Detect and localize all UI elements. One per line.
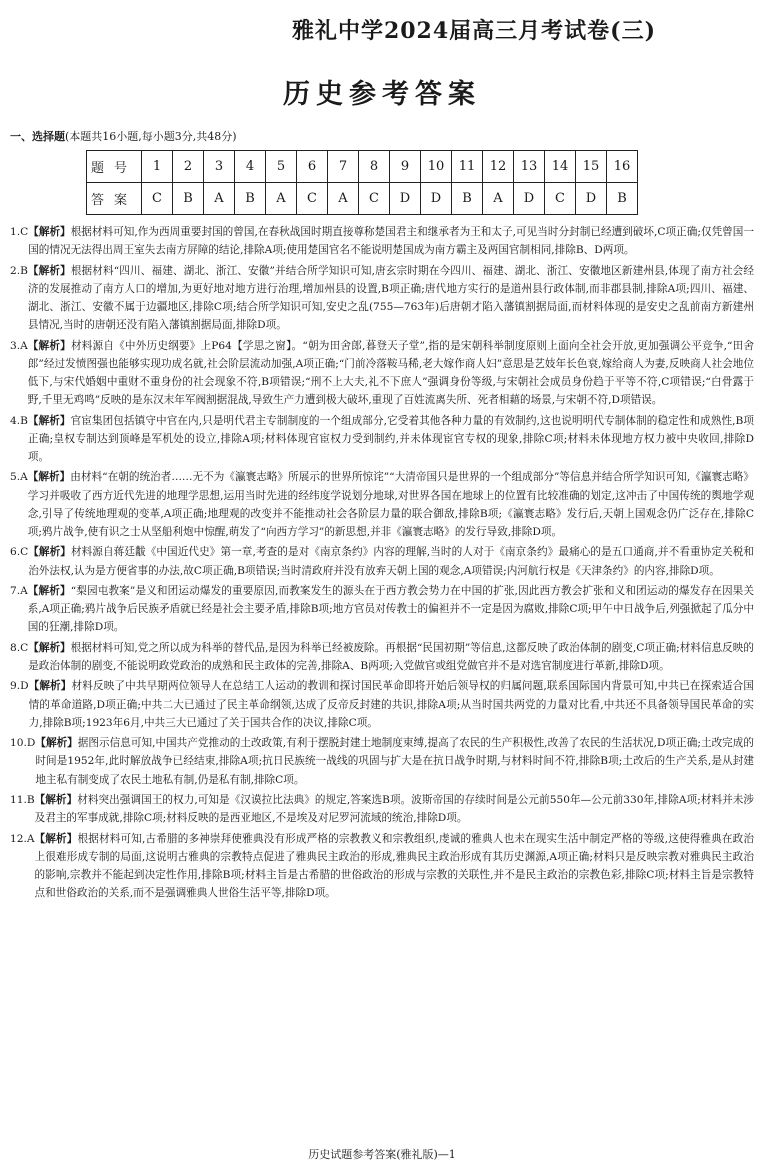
- analysis-tag: 【解析】: [34, 832, 78, 845]
- answer-item-body: [28, 639, 754, 675]
- answer-item-body: [35, 791, 754, 827]
- question-number-cell: 6: [297, 151, 328, 183]
- answer-item-number: 6.C: [10, 546, 29, 559]
- answer-cell: B: [452, 183, 483, 215]
- question-number-cell: 16: [607, 151, 638, 183]
- answer-item: [10, 468, 754, 541]
- answer-cell: B: [235, 183, 266, 215]
- answer-item-number: 12.A: [10, 832, 35, 845]
- answer-cell: A: [266, 183, 297, 215]
- question-number-cell: 2: [173, 151, 204, 183]
- answer-item-text: 根据材料可知,古希腊的多神崇拜使雅典没有形成严格的宗教教义和宗教组织,虔诚的雅典人也未在现实生活中制定严格的等级,这使得雅典在政治上很难形成专制的局面,这说明古雅典的宗教特点促进了雅典民主政治的形成,雅典民主政治形成有其历史渊源,A项正确;材料只是反映宗教对雅典民主政治的影响,宗教并不能起到决定性作用,排除B项;材料主旨是古希腊的世俗政治的形成与宗教的关联性,并不是民主政治的宗教色彩,排除C项;材料主旨是宗教特点和世俗政治的关系,而不是强调雅典人世俗生活平等,排除D项。: [34, 832, 754, 900]
- answer-item: [10, 677, 754, 732]
- answer-item-text: 材料源自蒋廷黻《中国近代史》第一章,考查的是对《南京条约》内容的理解,当时的人对于《南京条约》最痛心的是五口通商,并不看重协定关税和治外法权,认为是方便省事的办法,故C项正确,B项错误;当时清政府并没有放弃天朝上国的观念,A项错误;内河航行权是《天津条约》的内容,排除D项。: [28, 546, 754, 577]
- answer-table: [86, 150, 638, 215]
- answer-item-text: 由材料“在朝的统治者……无不为《瀛寰志略》所展示的世界所惊诧”“大清帝国只是世界的一个组成部分”等信息并结合所学知识可知,《瀛寰志略》学习并吸收了西方近代先进的地理学思想,运用当时先进的经纬度学说划分地球,对世界各国在地球上的位置有比较准确的划定,这冲击了中国传统的舆地学观念,引导了传统地理观的变革,A项正确;地理观的改变并不能推动社会各阶层力量的联合御敌,排除B项;《瀛寰志略》发行后,天朝上国观念仍广泛存在,排除C项;鸦片战争,使有识之士从坚船利炮中惊醒,萌发了“向西方学习”的新思想,并非《瀛寰志略》的发行导致,排除D项。: [27, 471, 755, 538]
- answer-cell: B: [173, 183, 204, 215]
- answer-item-number: 2.B: [10, 264, 28, 277]
- analysis-tag: 【解析】: [27, 264, 71, 277]
- question-number-cell: 7: [328, 151, 359, 183]
- answer-item-body: [35, 734, 754, 789]
- page-footer: 历史试题参考答案(雅礼版)—1: [308, 1148, 456, 1161]
- answer-item-number: 3.A: [10, 339, 28, 352]
- answer-item-number: 9.D: [10, 680, 29, 693]
- question-number-cell: 13: [514, 151, 545, 183]
- answer-item-text: 根据材料可知,党之所以成为科举的替代品,是因为科举已经被废除。再根据“民国初期”等信息,这都反映了政治体制的剧变,C项正确;材料信息反映的是政治体制的剧变,不能说明政党政治的成熟和民主政体的完善,排除A、B两项;入党做官或组党做官并不是对选官制度进行革新,排除D项。: [28, 641, 754, 672]
- answer-item-text: 根据材料可知,作为西周重要封国的曾国,在春秋战国时期直接尊称楚国君主和继承者为王和太子,可见当时分封制已经遭到破坏,C项正确;仅凭曾国一国的情况无法得出周王室失去南方屏障的结论,排除A项;使用楚国官名不能说明楚国成为南方霸主及两国官制相同,排除B、D两项。: [28, 226, 755, 257]
- answer-item: [10, 830, 754, 903]
- answer-item-number: 8.C: [10, 641, 29, 654]
- answer-item-number: 10.D: [10, 737, 36, 750]
- question-number-cell: 11: [452, 151, 483, 183]
- analysis-tag: 【解析】: [27, 414, 71, 427]
- answer-cell: C: [545, 183, 576, 215]
- answer-explanations: [10, 223, 754, 905]
- question-number-cell: 14: [545, 151, 576, 183]
- answer-cell: B: [607, 183, 638, 215]
- answer-cell: D: [390, 183, 421, 215]
- answer-cell: A: [328, 183, 359, 215]
- analysis-tag: 【解析】: [28, 641, 71, 654]
- answer-cell: A: [204, 183, 235, 215]
- question-number-cell: 10: [421, 151, 452, 183]
- analysis-tag: 【解析】: [27, 584, 71, 597]
- answer-cell: C: [142, 183, 173, 215]
- answer-item-text: 根据材料“四川、福建、湖北、浙江、安徽”并结合所学知识可知,唐玄宗时期在今四川、福建、湖北、浙江、安徽地区新建州县,体现了南方社会经济的发展推动了南方人口的增加,为更好地对地方进行治理,增加州县的设置,B项正确;唐代地方实行的是道州县行政体制,而非郡县制,排除A项;四川、福建、湖北、浙江、安徽不属于边疆地区,排除C项;结合所学知识可知,安史之乱(755—763年)后唐朝才陷入藩镇割据局面,而材料体现的是安史之乱前南方新建州县情况,当时的唐朝还没有陷入藩镇割据局面,排除D项。: [27, 264, 755, 332]
- analysis-tag: 【解析】: [35, 737, 78, 750]
- answer-item: [10, 337, 754, 410]
- analysis-tag: 【解析】: [28, 680, 72, 693]
- answer-cell: D: [576, 183, 607, 215]
- answer-cell: D: [421, 183, 452, 215]
- section-heading: [10, 128, 237, 144]
- question-number-cell: 3: [204, 151, 235, 183]
- analysis-tag: 【解析】: [28, 546, 71, 559]
- answer-item-text: 材料突出强调国王的权力,可知是《汉谟拉比法典》的规定,答案选B项。波斯帝国的存续时间是公元前550年—公元前330年,排除A项;材料并未涉及君主的军事成就,排除C项;材料反映的是西亚地区,不是埃及对尼罗河流域的统治,排除D项。: [34, 793, 755, 825]
- answer-cell: D: [514, 183, 545, 215]
- answer-item-text: 材料源自《中外历史纲要》上P64【学思之窗】。“朝为田舍郎,暮登天子堂”,指的是宋朝科举制度原则上面向全社会开放,更加强调公平竞争,“田舍郎”经过发愤图强也能够实现功成名就,社会阶层流动加强,A项正确;“门前冷落鞍马稀,老大嫁作商人妇”意思是艺妓年长色衰,嫁给商人为妻,反映商人社会地位低下,与宋代婚姻中重财不重身份的社会现象不符,B项错误;“刑不上大夫,礼不下庶人”强调身份等级,与宋朝社会成员身份趋于平等不符,C项错误;“白骨露于野,千里无鸡鸣”反映的是东汉末年军阀割据混战,导致生产力遭到极大破坏,重现了百姓流离失所、死者相藉的场景,与宋朝不符,D项错误。: [27, 339, 754, 407]
- answer-item-number: 7.A: [10, 584, 28, 597]
- answer-item-number: 11.B: [10, 793, 35, 806]
- answer-item: [10, 639, 754, 675]
- answer-item-body: [28, 262, 754, 335]
- analysis-tag: 【解析】: [27, 339, 71, 352]
- answer-item-number: 1.C: [10, 226, 29, 238]
- answer-item-body: [35, 830, 755, 903]
- answer-item-body: [28, 223, 754, 259]
- answer-cell: A: [483, 183, 514, 215]
- answer-item-body: [28, 582, 754, 637]
- answer-item-text: 官宦集团包括镇守中官在内,只是明代君主专制制度的一个组成部分,它受着其他各种力量的有效制约,这也说明明代专制体制的稳定性和成熟性,B项正确;皇权专制达到顶峰是军机处的设立,排除A项;材料体现官宦权力受到制约,并未体现宦官专权的现象,排除C项;材料未体现地方权力被中央收回,排除D项。: [27, 414, 754, 463]
- question-number-row: [87, 151, 638, 183]
- question-number-cell: 5: [266, 151, 297, 183]
- answer-item: [10, 791, 754, 827]
- row-label-answer: 答案: [87, 183, 142, 215]
- answer-item-body: [28, 337, 754, 410]
- answer-item-text: 据图示信息可知,中国共产党推动的土改政策,有利于摆脱封建土地制度束缚,提高了农民的生产积极性,改善了农民的生活状况,D项正确;土改完成的时间是1952年,此时解放战争已经结束,排除A项;抗日民族统一战线的巩固与扩大是在抗日战争时期,与材料时间不符,排除B项;土改后的生产关系,是从封建地主私有制变成了农民土地私有制,仍是私有制,排除C项。: [35, 737, 755, 786]
- answer-item: [10, 223, 754, 259]
- answer-item-number: 4.B: [10, 414, 28, 427]
- answer-item-text: “梨园屯教案”是义和团运动爆发的重要原因,而教案发生的源头在于西方教会势力在中国的扩张,因此西方教会扩张和义和团运动的爆发存在因果关系,A项正确;鸦片战争后民族矛盾就已经是社会主要矛盾,排除B项;地方官员对传教士的偏袒并不一定是因为腐败,排除C项;甲午中日战争后,列强掀起了瓜分中国的狂潮,排除D项。: [27, 584, 755, 634]
- question-number-cell: 8: [359, 151, 390, 183]
- answer-item: [10, 543, 754, 579]
- school-exam-title: 雅礼中学2024届高三月考试卷(三): [291, 18, 656, 44]
- answer-cell: C: [359, 183, 390, 215]
- answer-item: [10, 262, 754, 335]
- section-note: (本题共16小题,每小题3分,共48分): [65, 130, 237, 143]
- answer-item: [10, 582, 754, 637]
- question-number-cell: 15: [576, 151, 607, 183]
- answer-item-body: [28, 543, 754, 579]
- question-number-cell: 12: [483, 151, 514, 183]
- analysis-tag: 【解析】: [27, 471, 71, 484]
- answer-item-number: 5.A: [10, 471, 28, 484]
- analysis-tag: 【解析】: [34, 793, 78, 806]
- answer-item-body: [29, 677, 754, 732]
- answer-item-body: [28, 468, 754, 541]
- page-title: 历史参考答案: [283, 79, 481, 110]
- question-number-cell: 1: [142, 151, 173, 183]
- row-label-question-number: 题号: [87, 151, 142, 183]
- answer-item: [10, 734, 754, 789]
- answer-row: [87, 183, 638, 215]
- question-number-cell: 4: [235, 151, 266, 183]
- section-label: 一、选择题: [10, 130, 65, 143]
- answer-item: [10, 412, 754, 467]
- answer-item-body: [28, 412, 754, 467]
- analysis-tag: 【解析】: [28, 226, 71, 238]
- answer-cell: C: [297, 183, 328, 215]
- answer-item-text: 材料反映了中共早期两位领导人在总结工人运动的教训和探讨国民革命即将开始后领导权的归属问题,联系国际国内背景可知,中共已在探索适合国情的革命道路,D项正确;中共二大已通过了民主革命纲领,达成了反帝反封建的共识,排除A项;从当时国共两党的力量对比看,中共还不具备领导国民革命的实力,排除B项;1923年6月,中共三大已通过了关于国共合作的决议,排除C项。: [28, 680, 755, 729]
- question-number-cell: 9: [390, 151, 421, 183]
